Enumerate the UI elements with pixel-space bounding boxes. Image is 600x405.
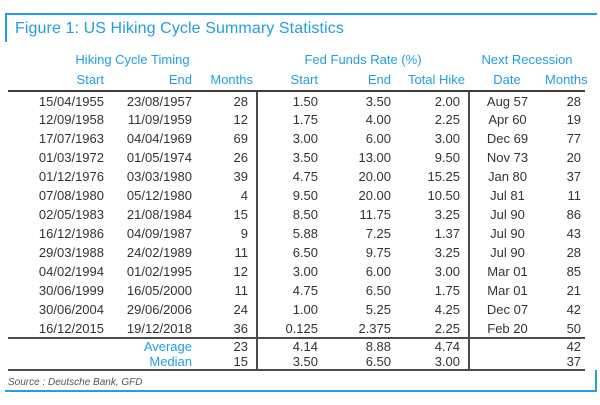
cell: 9 — [196, 224, 257, 243]
cell — [469, 338, 545, 354]
column-header-total-hike: Total Hike — [395, 68, 469, 91]
cell: 29/06/2006 — [126, 302, 192, 317]
cell: 4.75 — [292, 169, 319, 184]
cell: 4.14 — [292, 339, 319, 354]
summary-label: Median — [8, 354, 196, 370]
cell: Aug 57 — [486, 93, 529, 109]
cell: 6.50 — [365, 283, 392, 298]
summary-body — [8, 338, 585, 370]
cell: 3.00 — [395, 129, 469, 148]
cell: Mar 01 — [487, 264, 528, 279]
cell: 11 — [567, 188, 582, 203]
cell: 21/08/1984 — [126, 207, 192, 222]
cell: 6.00 — [365, 131, 392, 146]
cell: 7.25 — [365, 226, 392, 241]
table-header — [8, 50, 588, 91]
cell: 4.74 — [395, 338, 469, 354]
cell: 12 — [196, 110, 257, 129]
table-row — [8, 281, 585, 300]
cell: 11.75 — [359, 207, 392, 222]
cell: 28 — [196, 91, 257, 110]
cell: 9.75 — [365, 245, 392, 260]
cell: 20.00 — [358, 188, 392, 203]
cell: 3.00 — [292, 264, 319, 279]
cell: 50 — [545, 319, 585, 338]
cell: 8.50 — [292, 207, 319, 222]
cell: 30/06/1999 — [38, 283, 104, 298]
column-header-hiking-months: Months — [196, 68, 257, 91]
cell: 01/03/1972 — [38, 150, 104, 165]
cell: 2.00 — [395, 91, 469, 110]
cell: 8.88 — [365, 339, 392, 354]
summary-row — [8, 338, 585, 354]
cell: Jul 90 — [490, 207, 525, 222]
cell: 9.50 — [395, 148, 469, 167]
cell: 10.50 — [395, 186, 469, 205]
bottom-right-tick — [595, 370, 597, 392]
column-header-ffr-start: Start — [257, 68, 322, 91]
table-row — [8, 300, 585, 319]
cell: 6.50 — [292, 245, 319, 260]
cell: 24 — [196, 300, 257, 319]
cell: 15 — [196, 205, 257, 224]
cell: 04/09/1987 — [126, 226, 192, 241]
table-row — [8, 148, 585, 167]
cell: 29/03/1988 — [38, 245, 104, 260]
cell: 3.00 — [292, 131, 319, 146]
cell — [469, 354, 545, 370]
column-header-hiking-end: End — [108, 68, 196, 91]
cell: 3.25 — [395, 205, 469, 224]
column-header-recession-months: Months — [545, 68, 585, 91]
group-header-row — [8, 50, 585, 68]
cell: 11 — [196, 243, 257, 262]
cell: 03/03/1980 — [126, 169, 192, 184]
cell: 24/02/1989 — [126, 245, 192, 260]
cell: 01/05/1974 — [126, 150, 192, 165]
table-row — [8, 319, 585, 338]
cell: 4.00 — [365, 112, 392, 127]
cell: 28 — [566, 93, 582, 109]
cell: 85 — [566, 264, 582, 279]
cell: 17/07/1963 — [38, 131, 104, 146]
cell: 12/09/1958 — [38, 112, 104, 127]
cell: 1.75 — [292, 112, 319, 127]
cell: 2.25 — [395, 319, 469, 338]
table-row — [8, 167, 585, 186]
cell: 6.50 — [322, 354, 395, 370]
cell: 11/09/1959 — [127, 112, 192, 127]
column-header-row — [8, 68, 585, 91]
cell: 15/04/1955 — [38, 93, 104, 109]
cell: 13.00 — [358, 150, 392, 165]
column-header-ffr-end: End — [322, 68, 395, 91]
cell: 3.00 — [395, 354, 469, 370]
cell: 4.25 — [395, 300, 469, 319]
group-header-hiking-cycle-timing: Hiking Cycle Timing — [75, 52, 190, 67]
cell: 3.50 — [257, 354, 322, 370]
cell: 07/08/1980 — [38, 188, 104, 203]
cell: 4 — [196, 186, 257, 205]
cell: 43 — [566, 226, 582, 241]
cell: 1.37 — [395, 224, 469, 243]
table-body — [8, 91, 585, 338]
cell: 19/12/2018 — [108, 319, 196, 338]
column-header-hiking-start: Start — [8, 68, 108, 91]
cell: Jul 90 — [490, 226, 525, 241]
cell: 2.375 — [322, 319, 395, 338]
cell: 21 — [566, 283, 582, 298]
cell: 1.75 — [395, 281, 469, 300]
cell: 77 — [566, 131, 582, 146]
cell: 3.50 — [365, 93, 392, 109]
cell: 37 — [545, 354, 585, 370]
cell: 01/12/1976 — [38, 169, 104, 184]
cell: 3.00 — [395, 262, 469, 281]
cell: 42 — [566, 339, 582, 354]
cell: 19 — [566, 112, 582, 127]
cell: Jan 80 — [487, 169, 528, 184]
cell: 20.00 — [358, 169, 392, 184]
cell: 9.50 — [292, 188, 319, 203]
cell: 1.50 — [292, 93, 319, 109]
cell: 6.00 — [365, 264, 392, 279]
table-row — [8, 262, 585, 281]
cell: 01/02/1995 — [126, 264, 192, 279]
group-header-next-recession: Next Recession — [481, 52, 573, 67]
table-row — [8, 129, 585, 148]
cell: 1.00 — [292, 302, 319, 317]
cell: 69 — [196, 129, 257, 148]
cell: Dec 69 — [486, 131, 529, 146]
table-row — [8, 205, 585, 224]
column-header-recession-date: Date — [469, 68, 545, 91]
table-row — [8, 224, 585, 243]
cell: 11 — [196, 281, 257, 300]
figure-title: Figure 1: US Hiking Cycle Summary Statistics — [15, 20, 344, 37]
table-row — [8, 110, 585, 129]
summary-row — [8, 354, 585, 370]
cell: Nov 73 — [486, 150, 529, 165]
cell: 23 — [196, 338, 257, 354]
cell: Dec 07 — [486, 302, 529, 317]
table-row — [8, 243, 585, 262]
group-header-fed-funds-rate: Fed Funds Rate (%) — [304, 52, 422, 67]
bottom-border — [5, 390, 597, 392]
summary-label: Average — [143, 339, 192, 354]
cell: 04/02/1994 — [38, 264, 104, 279]
cell: 39 — [196, 167, 257, 186]
cell: 16/12/2015 — [8, 319, 108, 338]
cell: 05/12/1980 — [126, 188, 192, 203]
cell: 36 — [196, 319, 257, 338]
cell: 28 — [566, 245, 582, 260]
cell: 86 — [566, 207, 582, 222]
cell: 4.75 — [292, 283, 319, 298]
cell: 02/05/1983 — [38, 207, 104, 222]
cell: 15.25 — [395, 167, 469, 186]
table-row — [8, 91, 585, 110]
cell: 12 — [196, 262, 257, 281]
cell: Jul 90 — [490, 245, 525, 260]
cell: Feb 20 — [469, 319, 545, 338]
cell: 16/05/2000 — [126, 283, 192, 298]
cell: 30/06/2004 — [38, 302, 104, 317]
cell: 0.125 — [257, 319, 322, 338]
cell: 3.25 — [395, 243, 469, 262]
cell: 42 — [566, 302, 582, 317]
cell: 15 — [196, 354, 257, 370]
cell: 04/04/1969 — [126, 131, 192, 146]
cell: 5.88 — [292, 226, 319, 241]
cell: Jul 81 — [490, 188, 525, 203]
cell: 26 — [196, 148, 257, 167]
cell: 37 — [566, 169, 582, 184]
cell: 20 — [566, 150, 582, 165]
summary-table — [8, 50, 588, 371]
source-note: Source : Deutsche Bank, GFD — [8, 377, 143, 388]
cell: 3.50 — [292, 150, 319, 165]
cell: Apr 60 — [488, 112, 527, 127]
cell: 5.25 — [365, 302, 392, 317]
title-bar — [5, 15, 344, 42]
cell: 2.25 — [395, 110, 469, 129]
cell: Mar 01 — [487, 283, 528, 298]
cell: 23/08/1957 — [126, 93, 192, 109]
cell: 16/12/1986 — [38, 226, 104, 241]
table-row — [8, 186, 585, 205]
